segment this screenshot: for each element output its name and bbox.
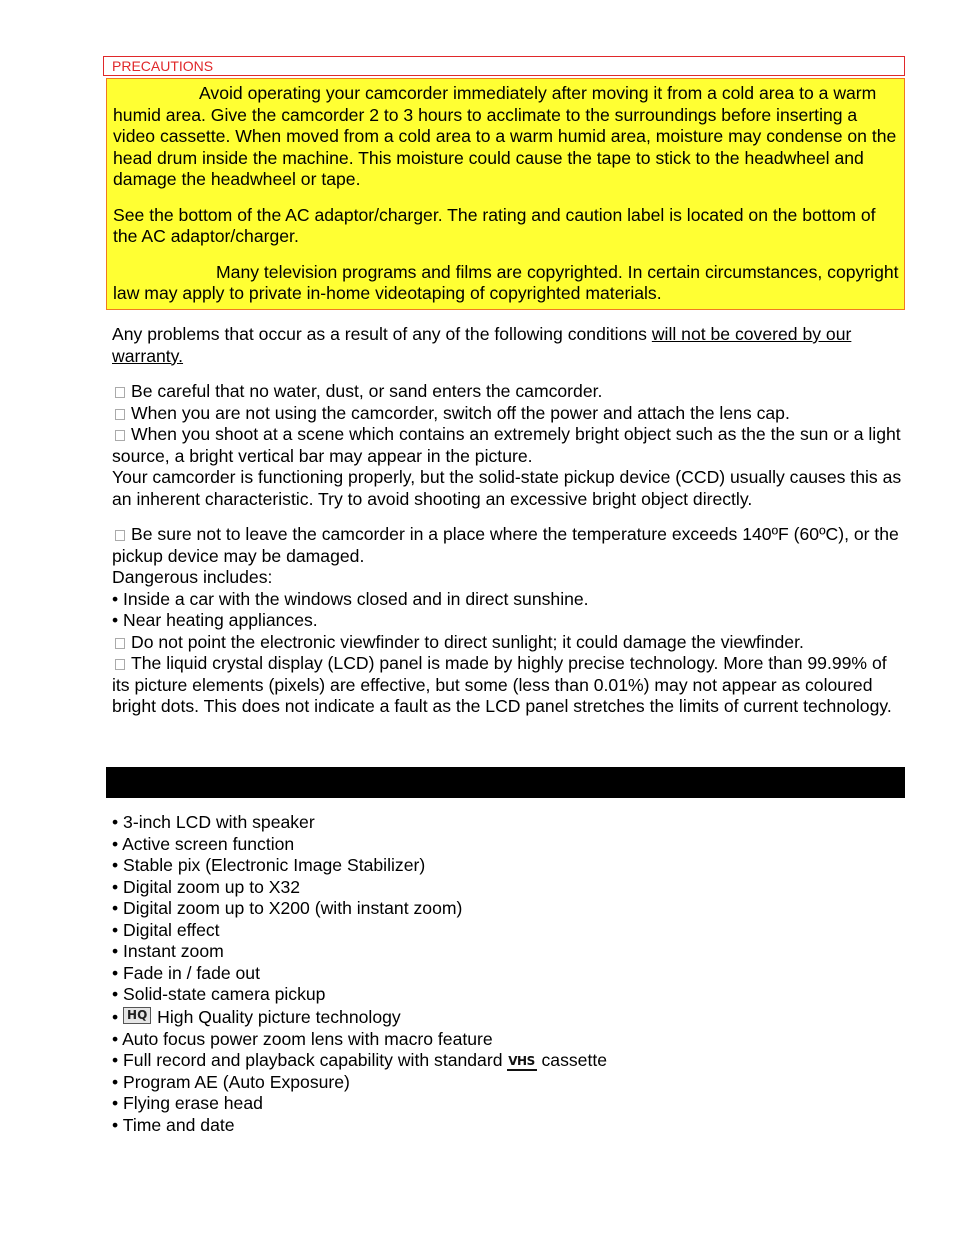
list-item [112, 1006, 902, 1029]
checkbox-glyph-icon [115, 430, 125, 441]
caution-text: When you shoot at a scene which contains an extremely bright object such as the the sun or a light source, a bright vertical bar may appear in the picture. [112, 424, 901, 466]
vhs-logo-icon: VHS [507, 1054, 537, 1071]
caution-text: Do not point the electronic viewfinder to direct sunlight; it could damage the viewfinder. [131, 631, 804, 652]
caution-bullet: • Inside a car with the windows closed and in direct sunshine. [112, 588, 589, 609]
hq-logo-text: HQ [123, 1007, 151, 1024]
list-item: • Active screen function [112, 833, 295, 854]
checkbox-glyph-icon [115, 530, 125, 541]
caution-item [112, 403, 902, 425]
warranty-text: Any problems that occur as a result of any of the following conditions [112, 324, 652, 344]
caution-item [112, 424, 902, 467]
list-item: • Time and date [112, 1114, 235, 1135]
caution-bullet: • Near heating appliances. [112, 610, 318, 630]
caution-text: The liquid crystal display (LCD) panel is made by highly precise technology. More than 99.99% of its picture elements (pixels) are effective, but some (less than 0.01%) may not appear as coloured bright dots. This does not indicate a fault as the LCD panel stretches the limits of current technology. [112, 653, 892, 716]
checkbox-glyph-icon [115, 659, 125, 670]
list-item: • Solid-state camera pickup [112, 984, 326, 1004]
features-list [112, 812, 902, 1136]
caution-item [112, 381, 902, 403]
list-item: • Digital zoom up to X200 (with instant zoom) [112, 898, 463, 918]
bullet: • [112, 1006, 119, 1027]
precautions-label: PRECAUTIONS [103, 56, 905, 76]
list-item: • Program AE (Auto Exposure) [112, 1071, 350, 1092]
caution-section [112, 324, 902, 718]
precaution-text-condensation: Avoid operating your camcorder immediately after moving it from a cold area to a warm humid area. Give the camcorder 2 to 3 hours to acclimate to the surroundings before inserting a video cassette. When moved from a cold area to a warm humid area, moisture may condense on the head drum inside the machine. This moisture could cause the tape to stick to the headwheel and damage the headwheel or tape. [113, 83, 897, 189]
feature-text: High Quality picture technology [157, 1006, 401, 1027]
section-header-bar [106, 767, 905, 798]
caution-item [112, 524, 902, 567]
list-item: • Flying erase head [112, 1093, 263, 1113]
list-item: • Fade in / fade out [112, 962, 260, 983]
caution-item [112, 653, 902, 718]
caution-detail: Dangerous includes: [112, 567, 273, 587]
list-item: • Stable pix (Electronic Image Stabilizer) [112, 855, 426, 875]
precautions-box [106, 78, 905, 310]
list-item: • Instant zoom [112, 941, 224, 961]
caution-text: When you are not using the camcorder, switch off the power and attach the lens cap. [131, 402, 790, 423]
warranty-note [112, 324, 902, 367]
precaution-paragraph-adaptor: See the bottom of the AC adaptor/charger. The rating and caution label is located on the bottom of the AC adaptor/charger. [113, 204, 876, 246]
caution-detail: Your camcorder is functioning properly, but the solid-state pickup device (CCD) usually causes this as an inherent characteristic. Try to avoid shooting an excessive bright object directly. [112, 467, 902, 509]
checkbox-glyph-icon [115, 409, 125, 420]
caution-item [112, 632, 902, 654]
list-item [112, 1050, 902, 1072]
list-item: • Digital effect [112, 919, 220, 940]
precaution-paragraph-condensation [113, 83, 903, 191]
checkbox-glyph-icon [115, 638, 125, 649]
caution-text: Be sure not to leave the camcorder in a place where the temperature exceeds 140ºF (60ºC), or the pickup device may be damaged. [112, 524, 899, 566]
list-item: • Digital zoom up to X32 [112, 876, 301, 897]
warranty-underlined-text: will not be covered by our warranty. [112, 324, 852, 366]
checkbox-glyph-icon [115, 387, 125, 398]
feature-text: cassette [541, 1050, 608, 1070]
feature-text: • Full record and playback capability with standard [112, 1050, 503, 1070]
list-item: • 3-inch LCD with speaker [112, 812, 315, 832]
list-item: • Auto focus power zoom lens with macro feature [112, 1028, 493, 1049]
precaution-paragraph-copyright [113, 262, 903, 305]
hq-logo-icon [123, 1007, 151, 1024]
caution-text: Be careful that no water, dust, or sand enters the camcorder. [131, 381, 603, 401]
precaution-text-copyright: Many television programs and films are copyrighted. In certain circumstances, copyright law may apply to private in-home videotaping of copyrighted materials. [113, 261, 899, 303]
